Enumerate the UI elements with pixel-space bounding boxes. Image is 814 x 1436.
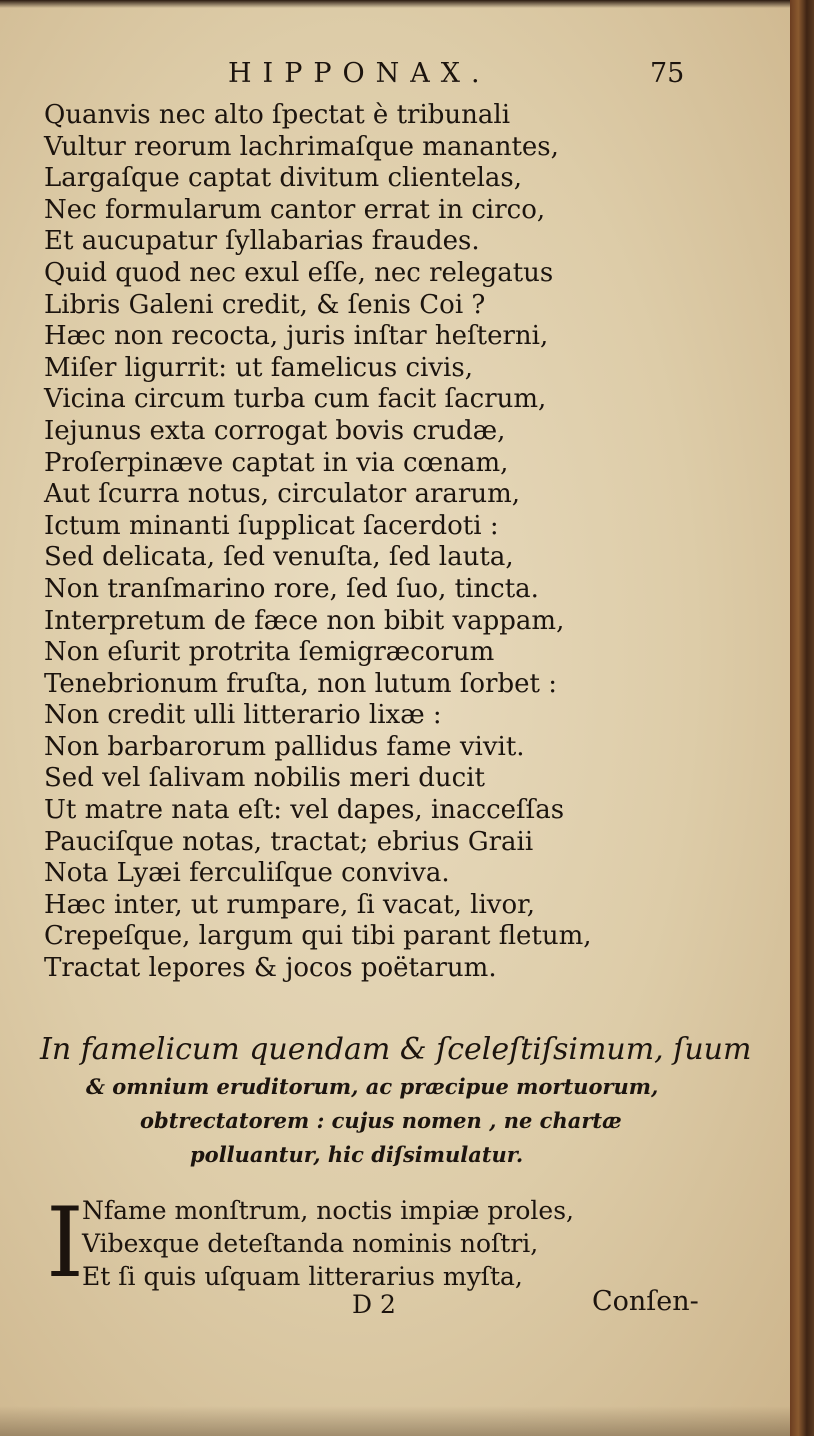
verse-line: Vicina circum turba cum facit ſacrum,	[44, 384, 547, 415]
top-shadow	[0, 0, 790, 8]
poem-line: Nfame monſtrum, noctis impiæ proles,	[82, 1196, 574, 1225]
second-poem	[82, 1194, 742, 1293]
verse-line: Crepeſque, largum qui tibi parant fletum,	[44, 921, 592, 952]
verse-line: Largaſque captat divitum clientelas,	[44, 163, 523, 194]
verse-line: Hæc non recocta, juris inſtar heſterni,	[44, 321, 549, 352]
drop-cap: I	[46, 1187, 84, 1299]
book-spine	[790, 0, 814, 1436]
page-number: 75	[650, 58, 685, 89]
verse-line: Iejunus exta corrogat bovis crudæ,	[44, 415, 506, 446]
verse-line: Nec formularum cantor errat in circo,	[44, 194, 546, 225]
verse-line: Proſerpinæve captat in via cœnam,	[44, 447, 509, 478]
verse-line: Ictum minanti ſupplicat ſacerdoti :	[44, 510, 499, 541]
verse-line: Non eſurit protrita ſemigræcorum	[44, 637, 495, 668]
verse-line: Pauciſque notas, tractat; ebrius Graii	[44, 826, 534, 857]
verse-line: Tractat lepores & jocos poëtarum.	[44, 953, 497, 984]
signature-mark: D 2	[352, 1290, 396, 1319]
verse-line: Quid quod nec exul eſſe, nec relegatus	[44, 257, 554, 288]
verse-line: Nota Lyæi ferculiſque conviva.	[44, 858, 450, 889]
heading-line: & omnium eruditorum, ac præcipue mortuorum,	[86, 1074, 659, 1099]
verse-block	[44, 100, 744, 985]
verse-line: Hæc inter, ut rumpare, ſi vacat, livor,	[44, 889, 535, 920]
poem-line: Et ſi quis uſquam litterarius myſta,	[82, 1262, 523, 1291]
verse-line: Miſer ligurrit: ut famelicus civis,	[44, 352, 473, 383]
running-title: HIPPONAX.	[228, 58, 491, 89]
verse-line: Interpretum de fæce non bibit vappam,	[44, 605, 565, 636]
verse-line: Et aucupatur ſyllabarias fraudes.	[44, 226, 480, 257]
verse-line: Ut matre nata eſt: vel dapes, inacceſſas	[44, 795, 565, 826]
verse-line: Non credit ulli litterario lixæ :	[44, 700, 442, 731]
verse-line: Sed delicata, ſed venuſta, ſed lauta,	[44, 542, 514, 573]
poem-heading	[40, 1030, 752, 1172]
verse-line: Libris Galeni credit, & ſenis Coi ?	[44, 289, 486, 320]
heading-line: obtrectatorem : cujus nomen , ne chartæ	[140, 1108, 622, 1133]
verse-line: Tenebrionum fruſta, non lutum ſorbet :	[44, 668, 557, 699]
verse-line: Aut ſcurra notus, circulator ararum,	[44, 479, 520, 510]
verse-line: Non tranſmarino rore, ſed ſuo, tincta.	[44, 573, 539, 604]
running-head	[0, 58, 790, 98]
poem-line: Vibexque deteſtanda nominis noſtri,	[82, 1229, 539, 1258]
verse-line: Vultur reorum lachrimaſque manantes,	[44, 131, 559, 162]
heading-line: In famelicum quendam & ſceleſtiſsimum, ſuum	[40, 1032, 752, 1067]
verse-line: Sed vel ſalivam nobilis meri ducit	[44, 763, 485, 794]
catchword: Conſen-	[592, 1286, 699, 1317]
bottom-shadow	[0, 1406, 790, 1436]
heading-line: polluantur, hic diſsimulatur.	[190, 1142, 524, 1167]
verse-line: Non barbarorum pallidus fame vivit.	[44, 731, 525, 762]
verse-line: Quanvis nec alto ſpectat è tribunali	[44, 100, 511, 130]
